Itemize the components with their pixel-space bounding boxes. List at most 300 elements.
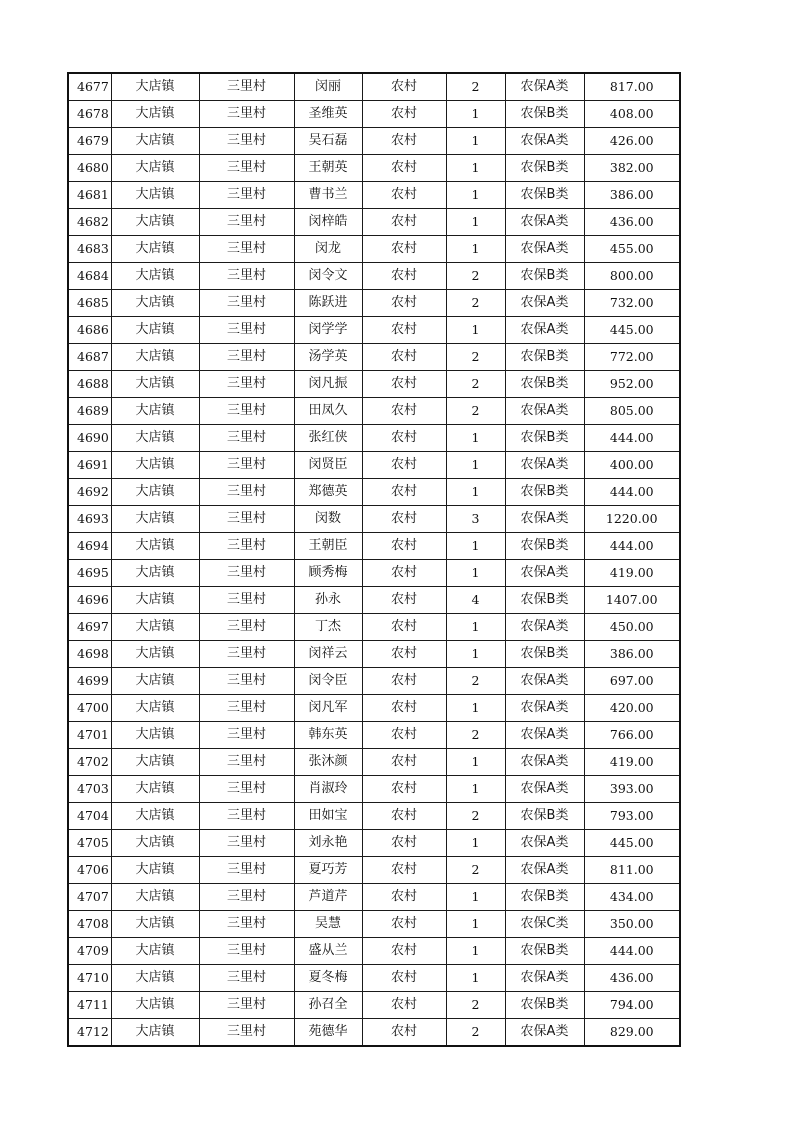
cell-serial-number: 4688	[68, 371, 111, 398]
cell-serial-number: 4678	[68, 101, 111, 128]
cell-town: 大店镇	[111, 533, 199, 560]
cell-serial-number: 4712	[68, 1019, 111, 1047]
cell-town: 大店镇	[111, 722, 199, 749]
cell-household-type: 农村	[362, 965, 446, 992]
cell-person-count: 1	[446, 830, 505, 857]
table-row	[68, 209, 680, 236]
table-row	[68, 560, 680, 587]
cell-name: 闵凡军	[294, 695, 362, 722]
cell-person-count: 2	[446, 290, 505, 317]
cell-name: 韩东英	[294, 722, 362, 749]
table-row	[68, 830, 680, 857]
cell-village: 三里村	[199, 857, 294, 884]
cell-serial-number: 4710	[68, 965, 111, 992]
cell-insurance-category: 农保A类	[505, 73, 584, 101]
cell-person-count: 1	[446, 641, 505, 668]
cell-amount: 386.00	[584, 182, 680, 209]
cell-insurance-category: 农保C类	[505, 911, 584, 938]
cell-village: 三里村	[199, 911, 294, 938]
table-row	[68, 884, 680, 911]
cell-serial-number: 4697	[68, 614, 111, 641]
cell-household-type: 农村	[362, 911, 446, 938]
cell-serial-number: 4680	[68, 155, 111, 182]
cell-person-count: 2	[446, 722, 505, 749]
cell-serial-number: 4685	[68, 290, 111, 317]
cell-person-count: 4	[446, 587, 505, 614]
cell-town: 大店镇	[111, 911, 199, 938]
table-row	[68, 1019, 680, 1047]
allowance-table	[67, 72, 681, 1047]
cell-serial-number: 4690	[68, 425, 111, 452]
table-body	[68, 73, 680, 1046]
cell-amount: 408.00	[584, 101, 680, 128]
cell-town: 大店镇	[111, 587, 199, 614]
cell-person-count: 2	[446, 398, 505, 425]
cell-insurance-category: 农保B类	[505, 371, 584, 398]
cell-amount: 419.00	[584, 749, 680, 776]
cell-serial-number: 4711	[68, 992, 111, 1019]
cell-serial-number: 4689	[68, 398, 111, 425]
cell-town: 大店镇	[111, 614, 199, 641]
cell-insurance-category: 农保A类	[505, 722, 584, 749]
cell-serial-number: 4696	[68, 587, 111, 614]
cell-village: 三里村	[199, 992, 294, 1019]
cell-village: 三里村	[199, 371, 294, 398]
table-row	[68, 587, 680, 614]
cell-village: 三里村	[199, 344, 294, 371]
table-row	[68, 965, 680, 992]
cell-person-count: 2	[446, 1019, 505, 1047]
cell-household-type: 农村	[362, 695, 446, 722]
cell-household-type: 农村	[362, 317, 446, 344]
cell-amount: 444.00	[584, 425, 680, 452]
cell-amount: 952.00	[584, 371, 680, 398]
cell-name: 刘永艳	[294, 830, 362, 857]
cell-village: 三里村	[199, 209, 294, 236]
cell-town: 大店镇	[111, 668, 199, 695]
cell-household-type: 农村	[362, 668, 446, 695]
cell-town: 大店镇	[111, 128, 199, 155]
cell-village: 三里村	[199, 155, 294, 182]
cell-village: 三里村	[199, 263, 294, 290]
cell-insurance-category: 农保B类	[505, 425, 584, 452]
cell-household-type: 农村	[362, 128, 446, 155]
cell-serial-number: 4706	[68, 857, 111, 884]
cell-insurance-category: 农保B类	[505, 344, 584, 371]
cell-amount: 400.00	[584, 452, 680, 479]
cell-name: 闵凡振	[294, 371, 362, 398]
cell-name: 闵梓皓	[294, 209, 362, 236]
cell-insurance-category: 农保B类	[505, 803, 584, 830]
cell-amount: 697.00	[584, 668, 680, 695]
cell-town: 大店镇	[111, 560, 199, 587]
cell-person-count: 1	[446, 938, 505, 965]
cell-household-type: 农村	[362, 398, 446, 425]
cell-serial-number: 4708	[68, 911, 111, 938]
cell-person-count: 1	[446, 614, 505, 641]
cell-amount: 450.00	[584, 614, 680, 641]
cell-amount: 436.00	[584, 209, 680, 236]
table-row	[68, 263, 680, 290]
cell-town: 大店镇	[111, 1019, 199, 1047]
cell-household-type: 农村	[362, 209, 446, 236]
cell-town: 大店镇	[111, 452, 199, 479]
cell-town: 大店镇	[111, 344, 199, 371]
cell-village: 三里村	[199, 290, 294, 317]
cell-name: 夏巧芳	[294, 857, 362, 884]
cell-name: 曹书兰	[294, 182, 362, 209]
cell-person-count: 1	[446, 695, 505, 722]
cell-village: 三里村	[199, 695, 294, 722]
cell-town: 大店镇	[111, 938, 199, 965]
cell-village: 三里村	[199, 506, 294, 533]
cell-name: 闵学学	[294, 317, 362, 344]
cell-village: 三里村	[199, 668, 294, 695]
cell-name: 田如宝	[294, 803, 362, 830]
cell-town: 大店镇	[111, 317, 199, 344]
cell-amount: 419.00	[584, 560, 680, 587]
cell-name: 闵令文	[294, 263, 362, 290]
cell-town: 大店镇	[111, 830, 199, 857]
cell-town: 大店镇	[111, 803, 199, 830]
cell-household-type: 农村	[362, 938, 446, 965]
cell-name: 孙永	[294, 587, 362, 614]
cell-household-type: 农村	[362, 776, 446, 803]
table-row	[68, 73, 680, 101]
cell-person-count: 1	[446, 965, 505, 992]
cell-person-count: 1	[446, 128, 505, 155]
cell-insurance-category: 农保A类	[505, 209, 584, 236]
table-row	[68, 614, 680, 641]
cell-person-count: 2	[446, 344, 505, 371]
cell-serial-number: 4691	[68, 452, 111, 479]
cell-town: 大店镇	[111, 425, 199, 452]
cell-household-type: 农村	[362, 749, 446, 776]
cell-serial-number: 4687	[68, 344, 111, 371]
cell-town: 大店镇	[111, 992, 199, 1019]
cell-village: 三里村	[199, 317, 294, 344]
cell-serial-number: 4677	[68, 73, 111, 101]
cell-village: 三里村	[199, 830, 294, 857]
cell-village: 三里村	[199, 803, 294, 830]
cell-amount: 393.00	[584, 776, 680, 803]
cell-household-type: 农村	[362, 344, 446, 371]
table-row	[68, 371, 680, 398]
cell-name: 顾秀梅	[294, 560, 362, 587]
cell-household-type: 农村	[362, 506, 446, 533]
cell-amount: 793.00	[584, 803, 680, 830]
cell-name: 圣维英	[294, 101, 362, 128]
cell-amount: 1407.00	[584, 587, 680, 614]
cell-person-count: 1	[446, 236, 505, 263]
cell-amount: 800.00	[584, 263, 680, 290]
cell-insurance-category: 农保A类	[505, 506, 584, 533]
cell-person-count: 2	[446, 992, 505, 1019]
cell-household-type: 农村	[362, 155, 446, 182]
cell-insurance-category: 农保A类	[505, 614, 584, 641]
cell-amount: 434.00	[584, 884, 680, 911]
cell-household-type: 农村	[362, 73, 446, 101]
cell-person-count: 1	[446, 317, 505, 344]
cell-amount: 444.00	[584, 938, 680, 965]
cell-insurance-category: 农保B类	[505, 992, 584, 1019]
cell-serial-number: 4705	[68, 830, 111, 857]
cell-household-type: 农村	[362, 830, 446, 857]
cell-town: 大店镇	[111, 182, 199, 209]
cell-village: 三里村	[199, 587, 294, 614]
cell-town: 大店镇	[111, 236, 199, 263]
cell-insurance-category: 农保B类	[505, 938, 584, 965]
cell-serial-number: 4694	[68, 533, 111, 560]
cell-household-type: 农村	[362, 992, 446, 1019]
cell-insurance-category: 农保A类	[505, 776, 584, 803]
cell-person-count: 1	[446, 560, 505, 587]
cell-household-type: 农村	[362, 479, 446, 506]
cell-household-type: 农村	[362, 857, 446, 884]
cell-insurance-category: 农保A类	[505, 236, 584, 263]
cell-name: 闵丽	[294, 73, 362, 101]
table-row	[68, 344, 680, 371]
cell-name: 吴慧	[294, 911, 362, 938]
cell-village: 三里村	[199, 101, 294, 128]
table-row	[68, 236, 680, 263]
cell-town: 大店镇	[111, 371, 199, 398]
cell-person-count: 3	[446, 506, 505, 533]
cell-household-type: 农村	[362, 884, 446, 911]
cell-person-count: 1	[446, 884, 505, 911]
cell-village: 三里村	[199, 425, 294, 452]
cell-town: 大店镇	[111, 884, 199, 911]
cell-amount: 350.00	[584, 911, 680, 938]
cell-insurance-category: 农保B类	[505, 101, 584, 128]
cell-village: 三里村	[199, 614, 294, 641]
table-row	[68, 317, 680, 344]
cell-village: 三里村	[199, 722, 294, 749]
cell-serial-number: 4709	[68, 938, 111, 965]
cell-household-type: 农村	[362, 587, 446, 614]
cell-amount: 772.00	[584, 344, 680, 371]
cell-serial-number: 4701	[68, 722, 111, 749]
cell-insurance-category: 农保A类	[505, 452, 584, 479]
cell-insurance-category: 农保A类	[505, 128, 584, 155]
cell-insurance-category: 农保A类	[505, 398, 584, 425]
cell-name: 郑德英	[294, 479, 362, 506]
cell-person-count: 1	[446, 182, 505, 209]
cell-household-type: 农村	[362, 425, 446, 452]
table-row	[68, 641, 680, 668]
cell-household-type: 农村	[362, 803, 446, 830]
cell-town: 大店镇	[111, 641, 199, 668]
cell-town: 大店镇	[111, 749, 199, 776]
cell-household-type: 农村	[362, 290, 446, 317]
cell-household-type: 农村	[362, 263, 446, 290]
cell-household-type: 农村	[362, 452, 446, 479]
cell-household-type: 农村	[362, 1019, 446, 1047]
cell-amount: 445.00	[584, 830, 680, 857]
cell-amount: 382.00	[584, 155, 680, 182]
table-row	[68, 101, 680, 128]
cell-household-type: 农村	[362, 560, 446, 587]
cell-insurance-category: 农保B类	[505, 884, 584, 911]
table-row	[68, 695, 680, 722]
cell-name: 苑德华	[294, 1019, 362, 1047]
cell-serial-number: 4704	[68, 803, 111, 830]
cell-person-count: 1	[446, 911, 505, 938]
cell-town: 大店镇	[111, 479, 199, 506]
table-row	[68, 911, 680, 938]
cell-person-count: 1	[446, 425, 505, 452]
cell-serial-number: 4679	[68, 128, 111, 155]
cell-village: 三里村	[199, 73, 294, 101]
cell-amount: 444.00	[584, 479, 680, 506]
cell-town: 大店镇	[111, 965, 199, 992]
cell-serial-number: 4698	[68, 641, 111, 668]
cell-person-count: 2	[446, 803, 505, 830]
cell-person-count: 1	[446, 209, 505, 236]
cell-amount: 420.00	[584, 695, 680, 722]
table-row	[68, 938, 680, 965]
cell-insurance-category: 农保B类	[505, 587, 584, 614]
cell-household-type: 农村	[362, 101, 446, 128]
cell-name: 丁杰	[294, 614, 362, 641]
cell-village: 三里村	[199, 776, 294, 803]
cell-name: 闵贤臣	[294, 452, 362, 479]
cell-town: 大店镇	[111, 776, 199, 803]
table-row	[68, 992, 680, 1019]
cell-household-type: 农村	[362, 641, 446, 668]
table-row	[68, 290, 680, 317]
cell-name: 夏冬梅	[294, 965, 362, 992]
cell-name: 闵龙	[294, 236, 362, 263]
cell-person-count: 2	[446, 668, 505, 695]
cell-insurance-category: 农保B类	[505, 155, 584, 182]
cell-insurance-category: 农保A类	[505, 857, 584, 884]
cell-name: 汤学英	[294, 344, 362, 371]
cell-town: 大店镇	[111, 101, 199, 128]
cell-name: 闵令臣	[294, 668, 362, 695]
table-row	[68, 533, 680, 560]
table-row	[68, 425, 680, 452]
cell-town: 大店镇	[111, 155, 199, 182]
cell-amount: 766.00	[584, 722, 680, 749]
table-row	[68, 803, 680, 830]
cell-town: 大店镇	[111, 506, 199, 533]
table-row	[68, 668, 680, 695]
cell-household-type: 农村	[362, 614, 446, 641]
cell-amount: 817.00	[584, 73, 680, 101]
cell-person-count: 2	[446, 857, 505, 884]
cell-name: 肖淑玲	[294, 776, 362, 803]
cell-insurance-category: 农保A类	[505, 560, 584, 587]
cell-name: 张沐颜	[294, 749, 362, 776]
cell-insurance-category: 农保B类	[505, 479, 584, 506]
cell-village: 三里村	[199, 182, 294, 209]
cell-village: 三里村	[199, 749, 294, 776]
cell-household-type: 农村	[362, 182, 446, 209]
cell-town: 大店镇	[111, 263, 199, 290]
cell-insurance-category: 农保B类	[505, 533, 584, 560]
cell-serial-number: 4700	[68, 695, 111, 722]
cell-insurance-category: 农保A类	[505, 290, 584, 317]
table-row	[68, 398, 680, 425]
cell-serial-number: 4692	[68, 479, 111, 506]
cell-insurance-category: 农保A类	[505, 668, 584, 695]
cell-town: 大店镇	[111, 209, 199, 236]
cell-amount: 426.00	[584, 128, 680, 155]
cell-amount: 1220.00	[584, 506, 680, 533]
cell-insurance-category: 农保A类	[505, 1019, 584, 1047]
cell-village: 三里村	[199, 884, 294, 911]
cell-serial-number: 4683	[68, 236, 111, 263]
cell-person-count: 2	[446, 73, 505, 101]
cell-town: 大店镇	[111, 857, 199, 884]
cell-serial-number: 4702	[68, 749, 111, 776]
cell-insurance-category: 农保B类	[505, 641, 584, 668]
cell-serial-number: 4699	[68, 668, 111, 695]
cell-name: 盛从兰	[294, 938, 362, 965]
cell-household-type: 农村	[362, 722, 446, 749]
cell-name: 孙召全	[294, 992, 362, 1019]
cell-village: 三里村	[199, 533, 294, 560]
cell-village: 三里村	[199, 938, 294, 965]
cell-person-count: 1	[446, 155, 505, 182]
cell-amount: 794.00	[584, 992, 680, 1019]
cell-amount: 455.00	[584, 236, 680, 263]
cell-amount: 829.00	[584, 1019, 680, 1047]
cell-person-count: 2	[446, 263, 505, 290]
cell-person-count: 1	[446, 749, 505, 776]
cell-name: 王朝臣	[294, 533, 362, 560]
table-row	[68, 479, 680, 506]
cell-village: 三里村	[199, 128, 294, 155]
cell-serial-number: 4703	[68, 776, 111, 803]
cell-amount: 386.00	[584, 641, 680, 668]
cell-town: 大店镇	[111, 398, 199, 425]
cell-serial-number: 4682	[68, 209, 111, 236]
cell-village: 三里村	[199, 641, 294, 668]
cell-person-count: 1	[446, 101, 505, 128]
cell-insurance-category: 农保A类	[505, 965, 584, 992]
table-row	[68, 155, 680, 182]
cell-insurance-category: 农保A类	[505, 317, 584, 344]
cell-serial-number: 4707	[68, 884, 111, 911]
cell-amount: 444.00	[584, 533, 680, 560]
cell-person-count: 1	[446, 479, 505, 506]
cell-name: 吴石磊	[294, 128, 362, 155]
cell-household-type: 农村	[362, 236, 446, 263]
cell-amount: 811.00	[584, 857, 680, 884]
cell-household-type: 农村	[362, 533, 446, 560]
cell-name: 张红侠	[294, 425, 362, 452]
cell-name: 芦道芹	[294, 884, 362, 911]
cell-town: 大店镇	[111, 73, 199, 101]
cell-person-count: 1	[446, 533, 505, 560]
cell-name: 闵祥云	[294, 641, 362, 668]
cell-name: 闵数	[294, 506, 362, 533]
table-row	[68, 452, 680, 479]
cell-serial-number: 4693	[68, 506, 111, 533]
cell-insurance-category: 农保A类	[505, 695, 584, 722]
table-row	[68, 128, 680, 155]
cell-village: 三里村	[199, 1019, 294, 1047]
cell-village: 三里村	[199, 560, 294, 587]
cell-name: 王朝英	[294, 155, 362, 182]
table-row	[68, 182, 680, 209]
cell-village: 三里村	[199, 452, 294, 479]
cell-person-count: 1	[446, 776, 505, 803]
cell-town: 大店镇	[111, 290, 199, 317]
cell-village: 三里村	[199, 479, 294, 506]
